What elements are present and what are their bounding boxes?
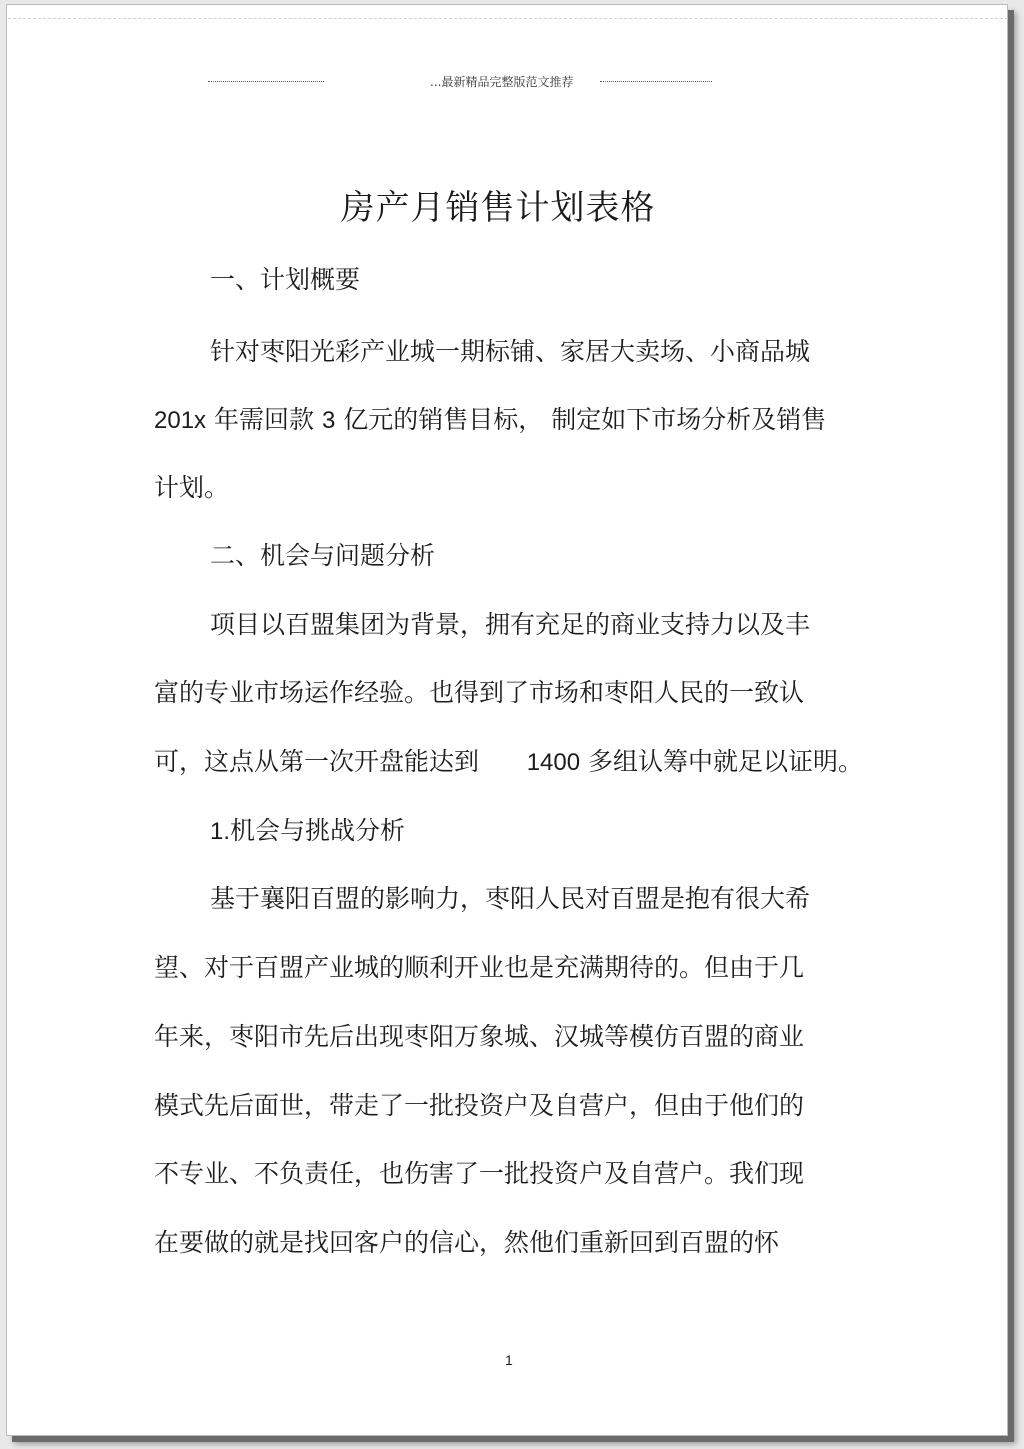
- paragraph-line: 基于襄阳百盟的影响力，枣阳人民对百盟是抱有很大希: [210, 884, 811, 913]
- page-top-border: [8, 18, 1008, 19]
- page-number: 1: [505, 1352, 513, 1368]
- amount-value: 3: [321, 407, 336, 434]
- page-header: [0, 72, 1024, 92]
- text-run: 年需回款: [206, 405, 322, 434]
- header-dotted-rule-right: [600, 81, 712, 82]
- text-run: 多组认筹中就足以证明。: [580, 747, 864, 776]
- paragraph-line: [154, 402, 826, 439]
- subsection-title: 机会与挑战分析: [230, 816, 406, 845]
- paragraph-line: [154, 744, 863, 781]
- document-title: 房产月销售计划表格: [340, 188, 656, 228]
- header-dotted-rule-left: [208, 81, 324, 82]
- paragraph-line: 计划。: [154, 473, 230, 502]
- text-run: 可，这点从第一次开盘能达到: [154, 747, 527, 776]
- paragraph-line: 针对枣阳光彩产业城一期标铺、家居大卖场、小商品城: [210, 337, 811, 366]
- paragraph-line: 年来，枣阳市先后出现枣阳万象城、汉城等模仿百盟的商业: [154, 1022, 805, 1051]
- paragraph-line: 在要做的就是找回客户的信心，然他们重新回到百盟的怀: [154, 1228, 780, 1257]
- paragraph-line: 项目以百盟集团为背景，拥有充足的商业支持力以及丰: [210, 610, 811, 639]
- section-2-heading: 二、机会与问题分析: [210, 541, 436, 570]
- section-1-heading: 一、计划概要: [210, 265, 361, 294]
- count-value: 1400: [526, 749, 581, 776]
- subsection-number: 1.: [210, 818, 231, 845]
- year-value: 201x: [154, 407, 207, 434]
- paragraph-line: 望、对于百盟产业城的顺利开业也是充满期待的。但由于几: [154, 953, 805, 982]
- text-run: 亿元的销售目标， 制定如下市场分析及销售: [335, 405, 827, 434]
- header-text: ...最新精品完整版范文推荐: [430, 75, 574, 89]
- paragraph-line: 富的专业市场运作经验。也得到了市场和枣阳人民的一致认: [154, 678, 805, 707]
- subsection-1-heading: [210, 813, 405, 850]
- paragraph-line: 模式先后面世，带走了一批投资户及自营户，但由于他们的: [154, 1091, 805, 1120]
- paragraph-line: 不专业、不负责任，也伤害了一批投资户及自营户。我们现: [154, 1159, 805, 1188]
